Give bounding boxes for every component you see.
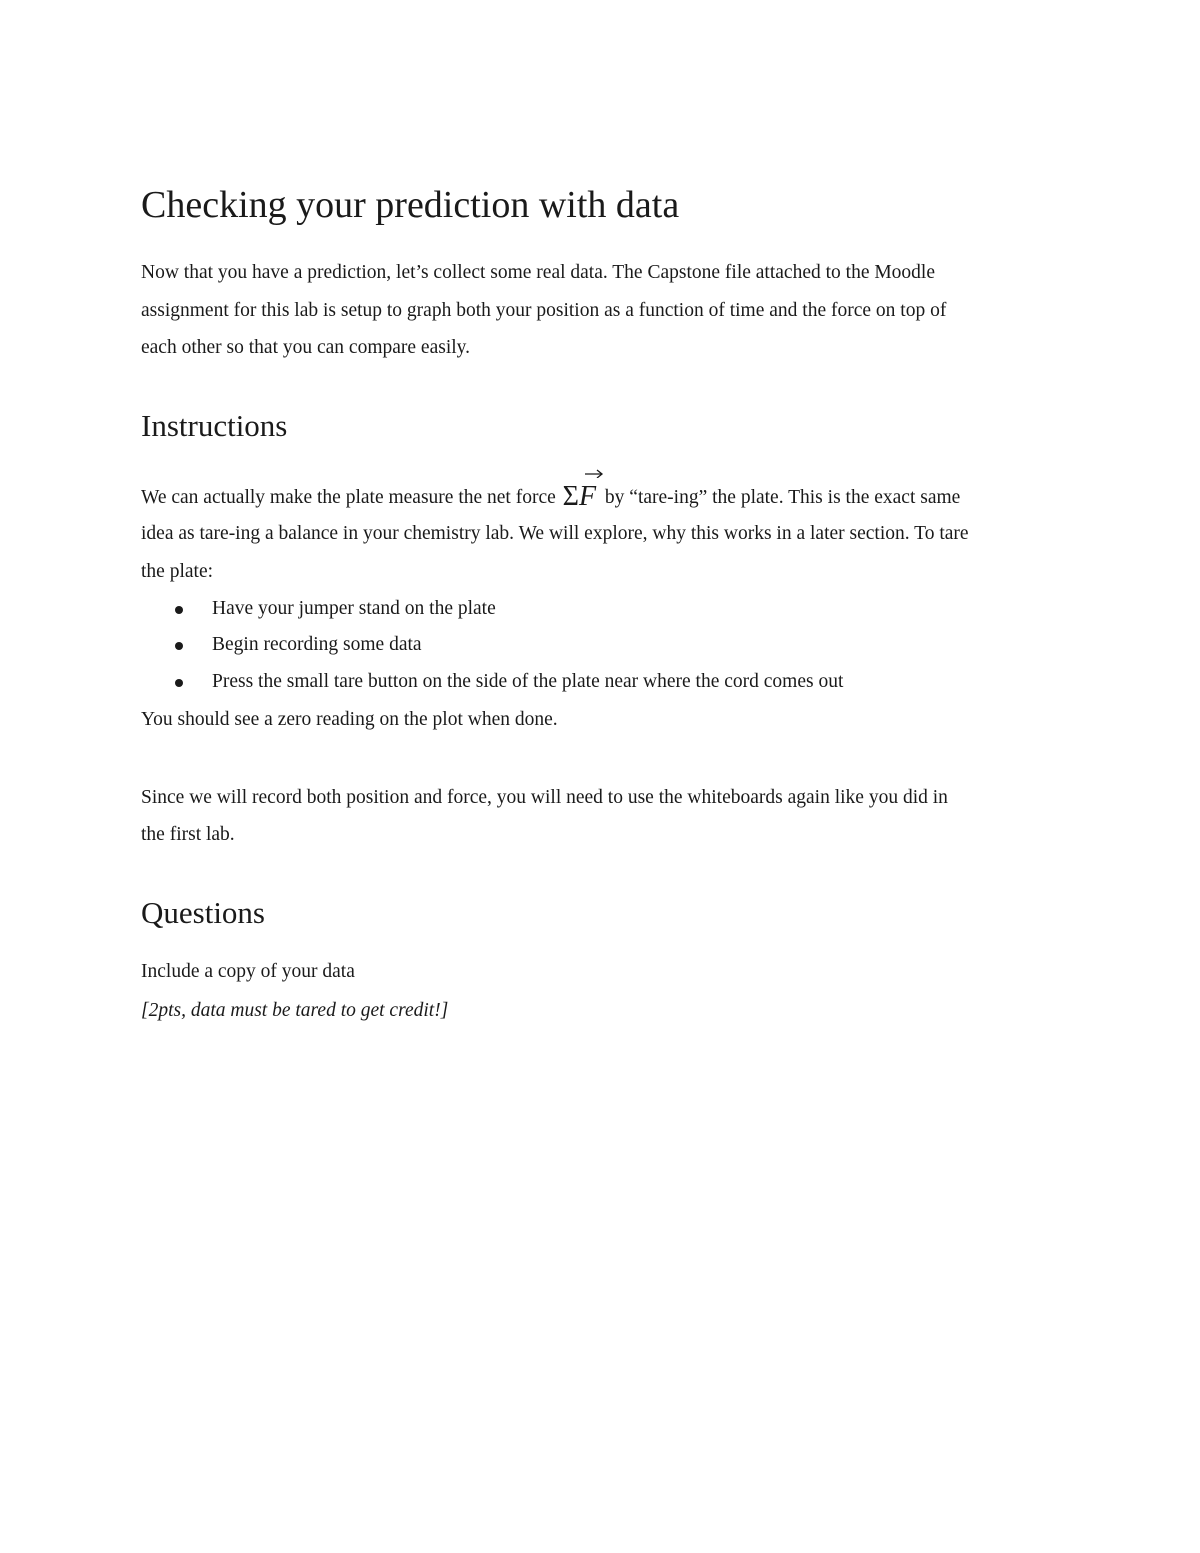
- whiteboard-paragraph-line-1: Since we will record both position and force, you will need to use the whiteboards again like you did in: [141, 787, 948, 808]
- after-steps-text: You should see a zero reading on the plot when done.: [141, 709, 558, 730]
- question-text: Include a copy of your data: [141, 961, 355, 982]
- list-item-text: Press the small tare button on the side of the plate near where the cord comes out: [212, 671, 844, 692]
- list-item-text: Begin recording some data: [212, 634, 422, 655]
- instructions-paragraph-line-2: idea as tare-ing a balance in your chemistry lab. We will explore, why this works in a later section. To tare: [141, 523, 969, 544]
- instructions-text-before-math: We can actually make the plate measure the net force: [141, 487, 561, 508]
- instructions-heading: Instructions: [141, 408, 288, 443]
- force-symbol: [579, 481, 596, 512]
- instructions-paragraph-line-1: [141, 481, 961, 512]
- intro-line-3: each other so that you can compare easily.: [141, 337, 471, 358]
- sigma-symbol: Σ: [562, 481, 579, 512]
- instructions-text-after-math: by “tare-ing” the plate. This is the exact same: [600, 487, 961, 508]
- bullet-icon: [175, 606, 183, 614]
- net-force-math: [562, 481, 597, 512]
- force-letter: F: [578, 481, 597, 512]
- bullet-icon: [175, 679, 183, 687]
- intro-line-2: assignment for this lab is setup to graph both your position as a function of time and the force on top of: [141, 300, 947, 321]
- whiteboard-paragraph-line-2: the first lab.: [141, 824, 235, 845]
- question-points: [2pts, data must be tared to get credit!]: [141, 1000, 449, 1021]
- questions-heading: Questions: [141, 895, 265, 930]
- page-title: Checking your prediction with data: [141, 184, 680, 226]
- list-item-text: Have your jumper stand on the plate: [212, 598, 496, 619]
- vector-arrow-icon: [583, 468, 605, 478]
- intro-line-1: Now that you have a prediction, let’s collect some real data. The Capstone file attached to the Moodle: [141, 262, 936, 283]
- bullet-icon: [175, 642, 183, 650]
- instructions-paragraph-line-3: the plate:: [141, 561, 214, 582]
